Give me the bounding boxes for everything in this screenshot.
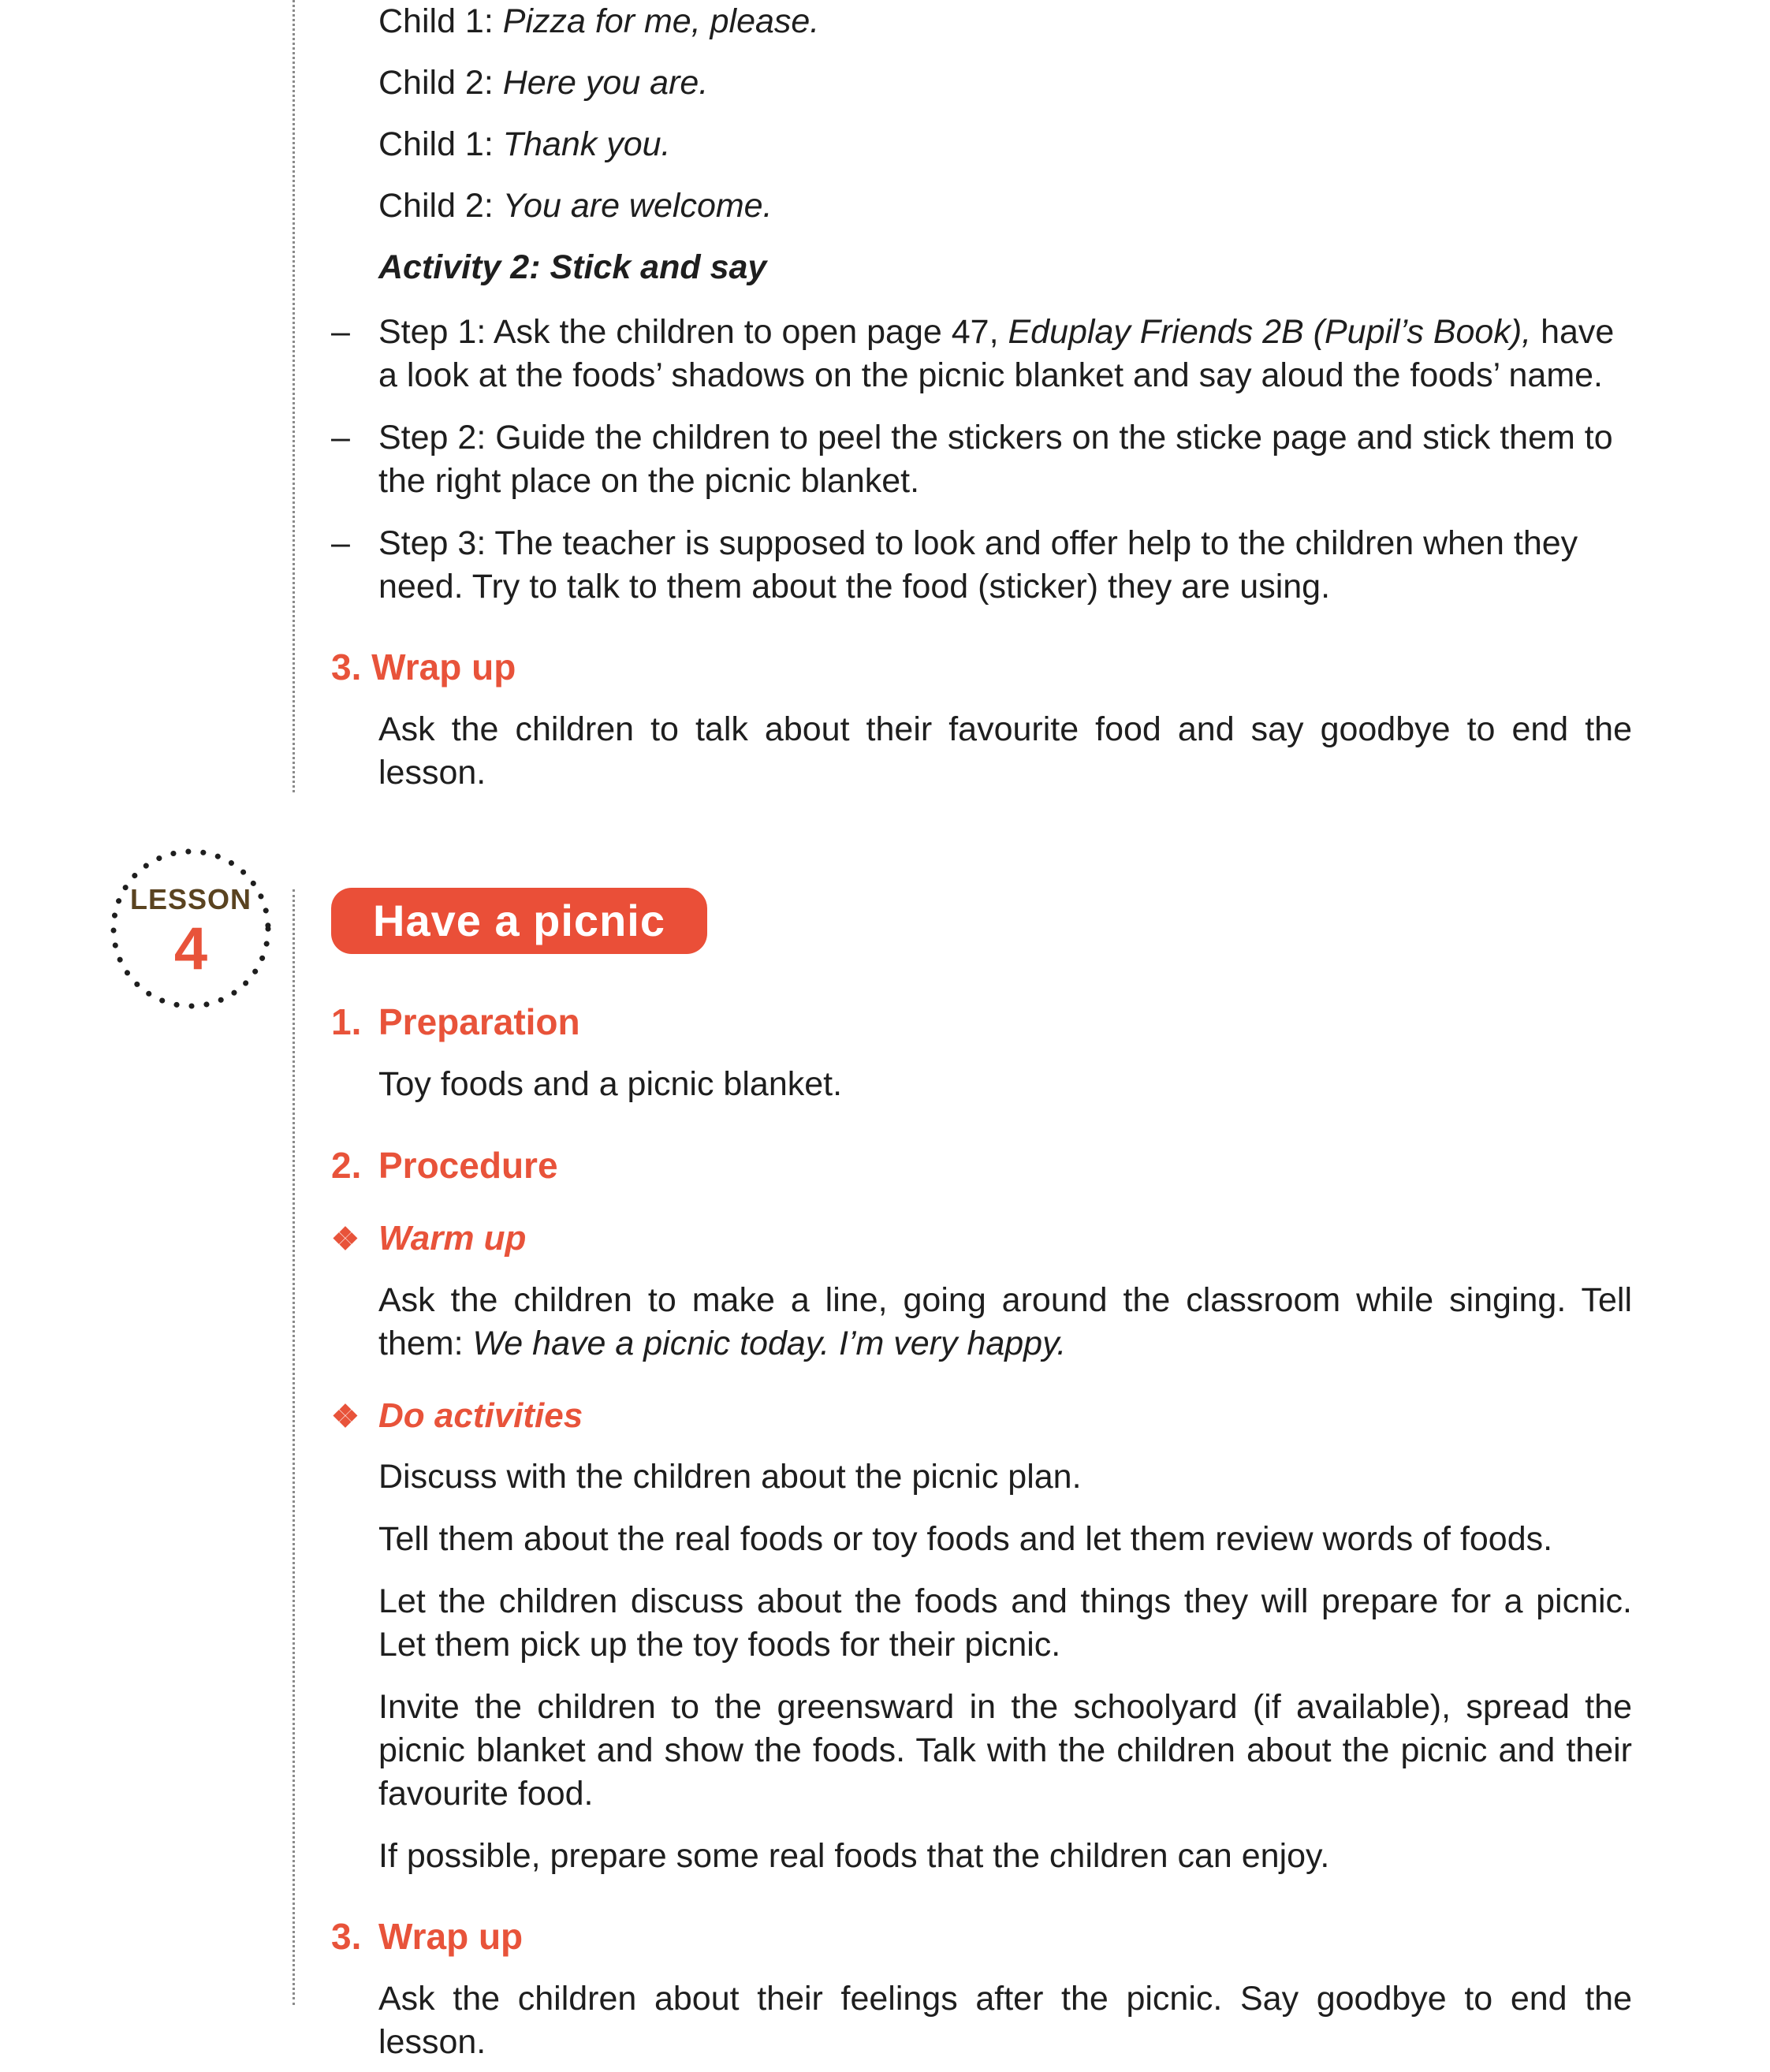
do-activities-heading: ❖ Do activities: [331, 1394, 583, 1439]
dialogue-line-2: Child 2: Here you are.: [378, 64, 709, 102]
activity-2-title: Activity 2: Stick and say: [378, 248, 767, 286]
margin-dotted-line-bottom: [293, 889, 295, 2005]
warm-up-heading: ❖ Warm up: [331, 1217, 526, 1261]
list-dash: –: [331, 524, 350, 562]
margin-dotted-line-top: [293, 0, 295, 792]
dialogue-line-4: Child 2: You are welcome.: [378, 187, 773, 225]
wrap-up-heading: 3. Wrap up: [331, 1916, 524, 1957]
activity-2-step-3: Step 3: The teacher is supposed to look and offer help to the children when they need. Try to talk to them about the food (sticker) they are using.: [378, 524, 1578, 606]
diamond-bullet-icon: ❖: [331, 1222, 360, 1257]
wrap-up-text-prev: Ask the children to talk about their favourite food and say goodbye to end the lesson.: [378, 710, 1632, 792]
diamond-bullet-icon: ❖: [331, 1399, 360, 1434]
preparation-heading: 1. Preparation: [331, 1001, 580, 1042]
wrap-up-text: Ask the children about their feelings after the picnic. Say goodbye to end the lesson.: [378, 1980, 1632, 2061]
do-activities-paragraph-3: Let the children discuss about the foods and things they will prepare for a picnic. Let them pick up the toy foods for their picnic.: [378, 1582, 1632, 1664]
do-activities-paragraph-1: Discuss with the children about the picnic plan.: [378, 1458, 1082, 1496]
lesson-badge-label: LESSON: [129, 883, 252, 915]
lesson-title: Have a picnic: [331, 888, 707, 954]
activity-2-step-1: Step 1: Ask the children to open page 47, Eduplay Friends 2B (Pupil’s Book), have a look at the foods’ shadows on the picnic blanket and say aloud the foods’ name.: [378, 313, 1615, 394]
do-activities-paragraph-2: Tell them about the real foods or toy foods and let them review words of foods.: [378, 1520, 1553, 1558]
dialogue-line-1: Child 1: Pizza for me, please.: [378, 2, 820, 40]
preparation-text: Toy foods and a picnic blanket.: [378, 1065, 843, 1103]
wrap-up-heading-prev: 3. Wrap up: [331, 647, 516, 688]
list-dash: –: [331, 313, 350, 351]
activity-2-step-2: Step 2: Guide the children to peel the stickers on the sticke page and stick them to the right place on the picnic blanket.: [378, 419, 1613, 500]
lesson-badge: [109, 847, 273, 1011]
procedure-heading: 2. Procedure: [331, 1145, 558, 1186]
lesson-badge-number: 4: [173, 915, 208, 982]
dialogue-line-3: Child 1: Thank you.: [378, 125, 671, 163]
do-activities-paragraph-4: Invite the children to the greensward in the schoolyard (if available), spread the picnic blanket and show the foods. Talk with the children about the picnic and their favourite food.: [378, 1688, 1632, 1813]
list-dash: –: [331, 419, 350, 457]
warm-up-text: Ask the children to make a line, going around the classroom while singing. Tell them: We have a picnic today. I’m very happy.: [378, 1281, 1632, 1362]
do-activities-paragraph-5: If possible, prepare some real foods that the children can enjoy.: [378, 1837, 1330, 1875]
